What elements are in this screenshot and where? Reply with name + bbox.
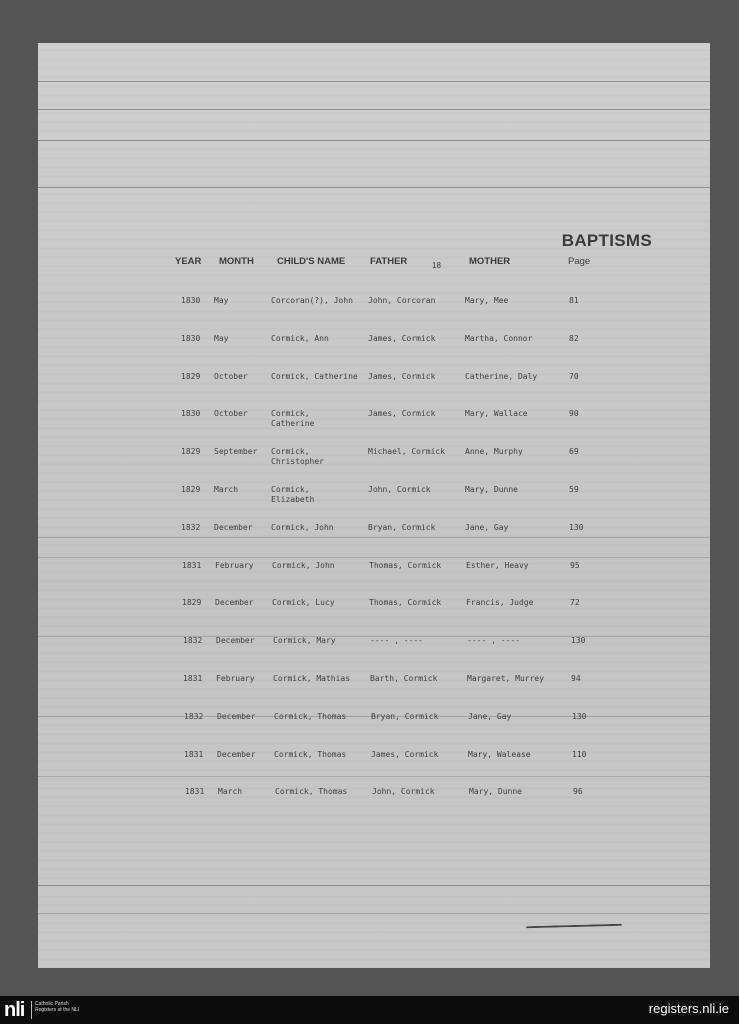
cell-mother: ---- , ---- [467, 636, 520, 645]
logo-divider [31, 1001, 32, 1019]
cell-page: 94 [571, 674, 581, 683]
cell-page: 72 [570, 598, 580, 607]
cell-father: Bryan, Cormick [371, 712, 439, 721]
cell-father: James, Cormick [368, 334, 436, 343]
scan-line [38, 913, 710, 914]
cell-father: John, Cormick [372, 787, 435, 796]
cell-year: 1831 [184, 750, 204, 759]
cell-father: John, Cormick [368, 485, 431, 494]
column-header-year: YEAR [175, 256, 202, 267]
column-header-child: CHILD'S NAME [277, 256, 346, 267]
cell-month: December [214, 523, 253, 532]
cell-father: James, Cormick [368, 372, 436, 381]
cell-year: 1832 [181, 523, 201, 532]
cell-year: 1830 [181, 296, 201, 305]
cell-year: 1832 [184, 712, 204, 721]
cell-father: Thomas, Cormick [369, 561, 442, 570]
scan-line [38, 557, 710, 558]
cell-father: Michael, Cormick [368, 447, 446, 456]
cell-child: Cormick, Catherine [271, 409, 315, 428]
cell-year: 1831 [185, 787, 205, 796]
cell-mother: Jane, Gay [468, 712, 512, 721]
column-header-month: MONTH [219, 256, 254, 267]
scan-line [38, 537, 710, 538]
cell-child: Cormick, Thomas [274, 712, 347, 721]
cell-father: James, Cormick [368, 409, 436, 418]
scan-line [38, 187, 710, 188]
cell-year: 1831 [182, 561, 202, 570]
cell-page: 110 [572, 750, 587, 759]
logo-caption: Catholic Parish Registers at the NLI [35, 1001, 80, 1013]
cell-child: Cormick, Lucy [272, 598, 335, 607]
cell-year: 1831 [183, 674, 203, 683]
cell-page: 90 [569, 409, 579, 418]
page-marker: 18 [432, 261, 441, 270]
cell-page: 81 [569, 296, 579, 305]
cell-page: 70 [569, 372, 579, 381]
cell-year: 1829 [181, 485, 201, 494]
cell-mother: Anne, Murphy [465, 447, 523, 456]
cell-child: Cormick, Ann [271, 334, 329, 343]
cell-page: 130 [571, 636, 586, 645]
cell-father: James, Cormick [371, 750, 439, 759]
cell-child: Cormick, Catherine [271, 372, 358, 381]
column-header-page: Page [568, 256, 591, 267]
cell-month: October [214, 409, 248, 418]
column-header-mother: MOTHER [469, 256, 511, 267]
cell-month: March [214, 485, 239, 494]
cell-father: ---- , ---- [370, 636, 423, 645]
cell-mother: Martha, Connor [465, 334, 533, 343]
cell-year: 1829 [181, 447, 201, 456]
cell-year: 1830 [181, 409, 201, 418]
cell-page: 95 [570, 561, 580, 570]
cell-mother: Margaret, Murrey [467, 674, 545, 683]
cell-child: Cormick, Mathias [273, 674, 351, 683]
cell-year: 1829 [182, 598, 202, 607]
cell-mother: Francis, Judge [466, 598, 534, 607]
cell-child: Cormick, John [271, 523, 334, 532]
cell-month: December [216, 636, 255, 645]
cell-page: 96 [573, 787, 583, 796]
cell-year: 1829 [181, 372, 201, 381]
cell-mother: Catherine, Daly [465, 372, 538, 381]
cell-year: 1832 [183, 636, 203, 645]
site-link[interactable]: registers.nli.ie [648, 1001, 729, 1016]
scan-line [38, 81, 710, 82]
cell-father: Barth, Cormick [370, 674, 438, 683]
viewer-footer [0, 996, 739, 1024]
cell-mother: Esther, Heavy [466, 561, 529, 570]
cell-page: 82 [569, 334, 579, 343]
cell-child: Cormick, Mary [273, 636, 336, 645]
cell-page: 59 [569, 485, 579, 494]
cell-child: Corcoran(?), John [271, 296, 353, 305]
cell-month: October [214, 372, 248, 381]
cell-month: December [217, 750, 256, 759]
cell-page: 69 [569, 447, 579, 456]
scan-line [38, 109, 710, 110]
cell-child: Cormick, John [272, 561, 335, 570]
cell-month: February [216, 674, 255, 683]
cell-page: 130 [572, 712, 587, 721]
cell-mother: Mary, Wallace [465, 409, 528, 418]
cell-mother: Mary, Walease [468, 750, 531, 759]
cell-mother: Jane, Gay [465, 523, 509, 532]
nli-logo[interactable]: nli [4, 999, 25, 1021]
cell-month: February [215, 561, 254, 570]
cell-child: Cormick, Christopher [271, 447, 324, 466]
cell-month: May [214, 296, 229, 305]
scan-line [38, 140, 710, 141]
cell-mother: Mary, Mee [465, 296, 509, 305]
cell-page: 130 [569, 523, 584, 532]
scan-line [38, 776, 710, 777]
cell-month: September [214, 447, 258, 456]
scan-line [38, 885, 710, 886]
column-header-father: FATHER [370, 256, 408, 267]
register-page [38, 43, 710, 968]
cell-father: Thomas, Cormick [369, 598, 442, 607]
cell-child: Cormick, Thomas [274, 750, 347, 759]
ink-mark [526, 924, 622, 932]
cell-month: December [215, 598, 254, 607]
cell-child: Cormick, Elizabeth [271, 485, 315, 504]
cell-mother: Mary, Dunne [469, 787, 522, 796]
register-title: BAPTISMS [561, 231, 652, 250]
cell-year: 1830 [181, 334, 201, 343]
cell-month: December [217, 712, 256, 721]
cell-father: Bryan, Cormick [368, 523, 436, 532]
cell-month: May [214, 334, 229, 343]
cell-month: March [218, 787, 243, 796]
cell-mother: Mary, Dunne [465, 485, 518, 494]
cell-father: John, Corcoran [368, 296, 436, 305]
cell-child: Cormick, Thomas [275, 787, 348, 796]
